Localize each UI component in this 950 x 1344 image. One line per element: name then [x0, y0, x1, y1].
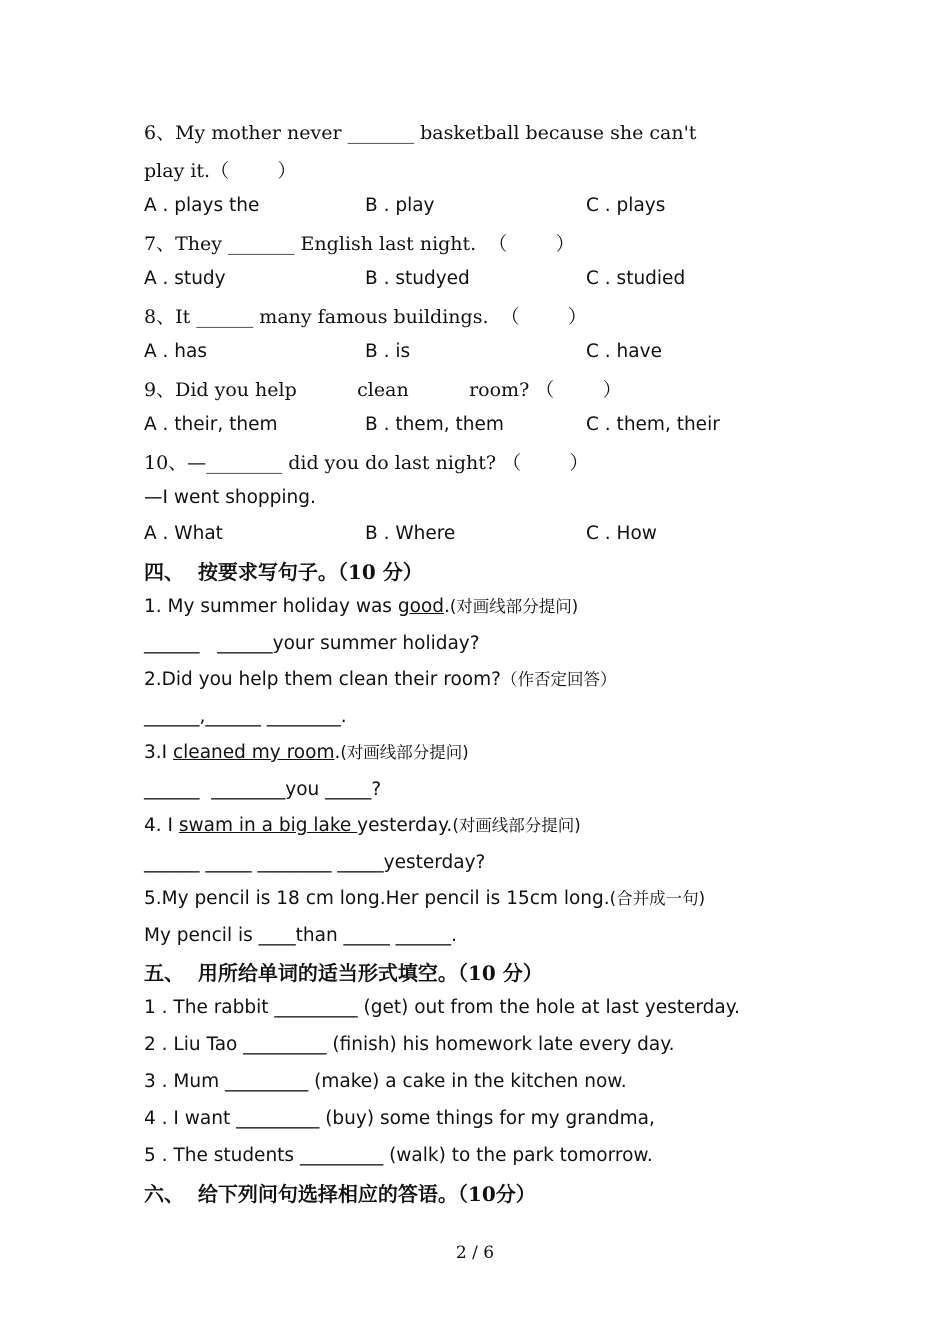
question-6-line-2: play it.（ ） [144, 160, 297, 182]
rewrite-5-sentence [144, 890, 705, 909]
question-6-option-b: B . play [365, 195, 435, 216]
rewrite-1-sentence [144, 598, 578, 617]
fill-item-2: 2 . Liu Tao _________ (finish) his homework late every day. [144, 1034, 675, 1055]
question-10-option-b: B . Where [365, 523, 456, 544]
fill-item-5: 5 . The students _________ (walk) to the park tomorrow. [144, 1145, 653, 1166]
question-7-option-b: B . studyed [365, 268, 470, 289]
section-5-title: 五、 用所给单词的适当形式填空。（10 分） [144, 961, 543, 985]
question-9-option-b: B . them, them [365, 414, 504, 435]
rewrite-5-answer: My pencil is ____than _____ ______. [144, 925, 458, 946]
rewrite-4-answer: ______ _____ ________ _____yesterday? [144, 852, 486, 873]
question-7-line: 7、They _______ English last night. （ ） [144, 233, 575, 255]
rewrite-1-answer: ______ ______your summer holiday? [144, 633, 480, 654]
section-4-title: 四、 按要求写句子。（10 分） [144, 560, 423, 584]
question-8-option-a: A . has [144, 341, 207, 362]
rewrite-1-instruction: (对画线部分提问) [449, 597, 579, 616]
question-7-option-c: C . studied [586, 268, 686, 289]
question-6-line-1: 6、My mother never _______ basketball because she can't [144, 122, 697, 144]
rewrite-4-text: 4. I [144, 815, 179, 836]
question-8-option-b: B . is [365, 341, 411, 362]
rewrite-2-instruction: （作否定回答） [500, 670, 617, 689]
rewrite-1-underlined: good [397, 596, 444, 617]
section-6-title: 六、 给下列问句选择相应的答语。（10分） [144, 1182, 536, 1206]
question-10-option-a: A . What [144, 523, 223, 544]
rewrite-4-sentence [144, 817, 581, 836]
question-7-option-a: A . study [144, 268, 226, 289]
question-8-option-c: C . have [586, 341, 662, 362]
rewrite-2-answer: ______,______ ________. [144, 706, 347, 727]
question-9-option-c: C . them, their [586, 414, 720, 435]
question-10-line-2: —I went shopping. [144, 487, 316, 508]
rewrite-5-instruction: (合并成一句) [609, 889, 706, 908]
rewrite-3-underlined: cleaned my room [173, 742, 335, 763]
rewrite-1-period: . [443, 596, 450, 617]
rewrite-3-answer: ______ ________you _____? [144, 779, 382, 800]
question-6-option-c: C . plays [586, 195, 666, 216]
rewrite-3-period: . [334, 742, 341, 763]
question-8-line: 8、It ______ many famous buildings. （ ） [144, 306, 587, 328]
fill-item-4: 4 . I want _________ (buy) some things for my grandma, [144, 1108, 655, 1129]
rewrite-1-text: 1. My summer holiday was [144, 596, 398, 617]
fill-item-1: 1 . The rabbit _________ (get) out from the hole at last yesterday. [144, 997, 740, 1018]
rewrite-3-instruction: (对画线部分提问) [340, 743, 469, 762]
question-10-option-c: C . How [586, 523, 657, 544]
question-10-line-1: 10、—________ did you do last night? （ ） [144, 452, 589, 474]
question-9-line: 9、Did you help clean room? （ ） [144, 379, 622, 401]
rewrite-4-underlined: swam in a big lake [178, 815, 358, 836]
rewrite-2-text: 2.Did you help them clean their room? [144, 669, 501, 690]
rewrite-4-instruction: (对画线部分提问) [452, 816, 581, 835]
question-9-option-a: A . their, them [144, 414, 278, 435]
rewrite-3-text: 3.I [144, 742, 173, 763]
fill-item-3: 3 . Mum _________ (make) a cake in the kitchen now. [144, 1071, 627, 1092]
rewrite-5-text: 5.My pencil is 18 cm long.Her pencil is 15cm long. [144, 888, 610, 909]
page-number: 2 / 6 [455, 1243, 495, 1263]
rewrite-2-sentence [144, 671, 616, 690]
rewrite-3-sentence [144, 744, 469, 763]
rewrite-4-tail: yesterday. [357, 815, 453, 836]
question-6-option-a: A . plays the [144, 195, 260, 216]
